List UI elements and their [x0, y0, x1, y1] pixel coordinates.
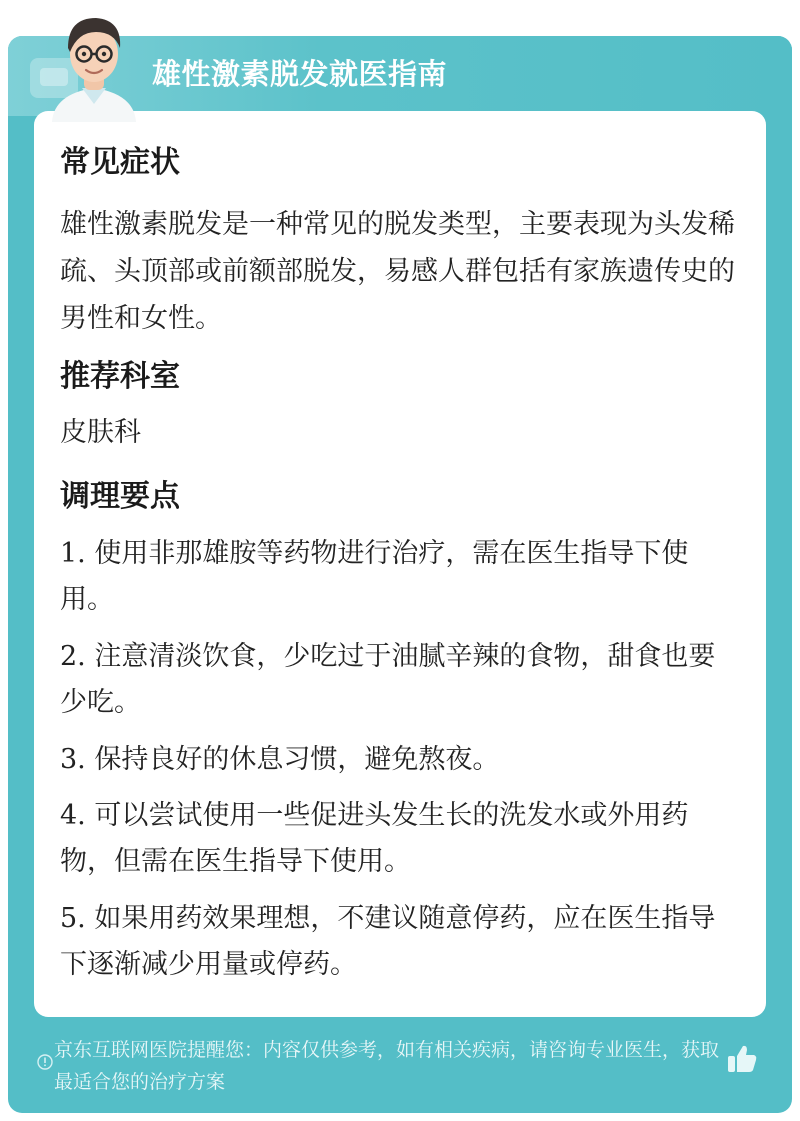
symptoms-heading: 常见症状 — [60, 145, 180, 180]
symptoms-text: 雄性激素脱发是一种常见的脱发类型，主要表现为头发稀疏、头顶部或前额部脱发，易感人群包括有家族遗传史的男性和女性。 — [60, 209, 735, 334]
doctor-avatar — [44, 8, 144, 122]
guide-panel — [8, 36, 792, 1113]
thumbs-up-icon[interactable] — [725, 1042, 759, 1076]
department-heading: 推荐科室 — [60, 359, 180, 394]
care-item-text: 使用非那雄胺等药物进行治疗，需在医生指导下使用。 — [60, 538, 689, 615]
care-heading: 调理要点 — [60, 479, 180, 514]
care-item — [60, 531, 740, 623]
care-item-number: 1. — [60, 538, 86, 569]
care-item — [60, 793, 740, 885]
care-item-number: 3. — [60, 744, 86, 775]
department-text: 皮肤科 — [60, 417, 141, 448]
care-item-text: 如果用药效果理想，不建议随意停药，应在医生指导下逐渐减少用量或停药。 — [60, 903, 716, 980]
care-item-text: 可以尝试使用一些促进头发生长的洗发水或外用药物，但需在医生指导下使用。 — [60, 800, 689, 877]
page-title: 雄性激素脱发就医指南 — [152, 57, 448, 91]
care-item-number: 4. — [60, 800, 86, 831]
care-item-number: 2. — [60, 641, 86, 672]
info-icon — [37, 1054, 53, 1070]
care-item-text: 注意清淡饮食，少吃过于油腻辛辣的食物，甜食也要少吃。 — [60, 641, 716, 718]
content-card — [34, 111, 766, 1017]
care-item — [60, 634, 740, 726]
care-item — [60, 737, 740, 783]
care-item-text: 保持良好的休息习惯，避免熬夜。 — [94, 744, 500, 775]
care-item-number: 5. — [60, 903, 86, 934]
footer-notice: 京东互联网医院提醒您：内容仅供参考，如有相关疾病，请咨询专业医生，获取最适合您的治疗方案 — [54, 1039, 720, 1093]
care-item — [60, 896, 740, 988]
